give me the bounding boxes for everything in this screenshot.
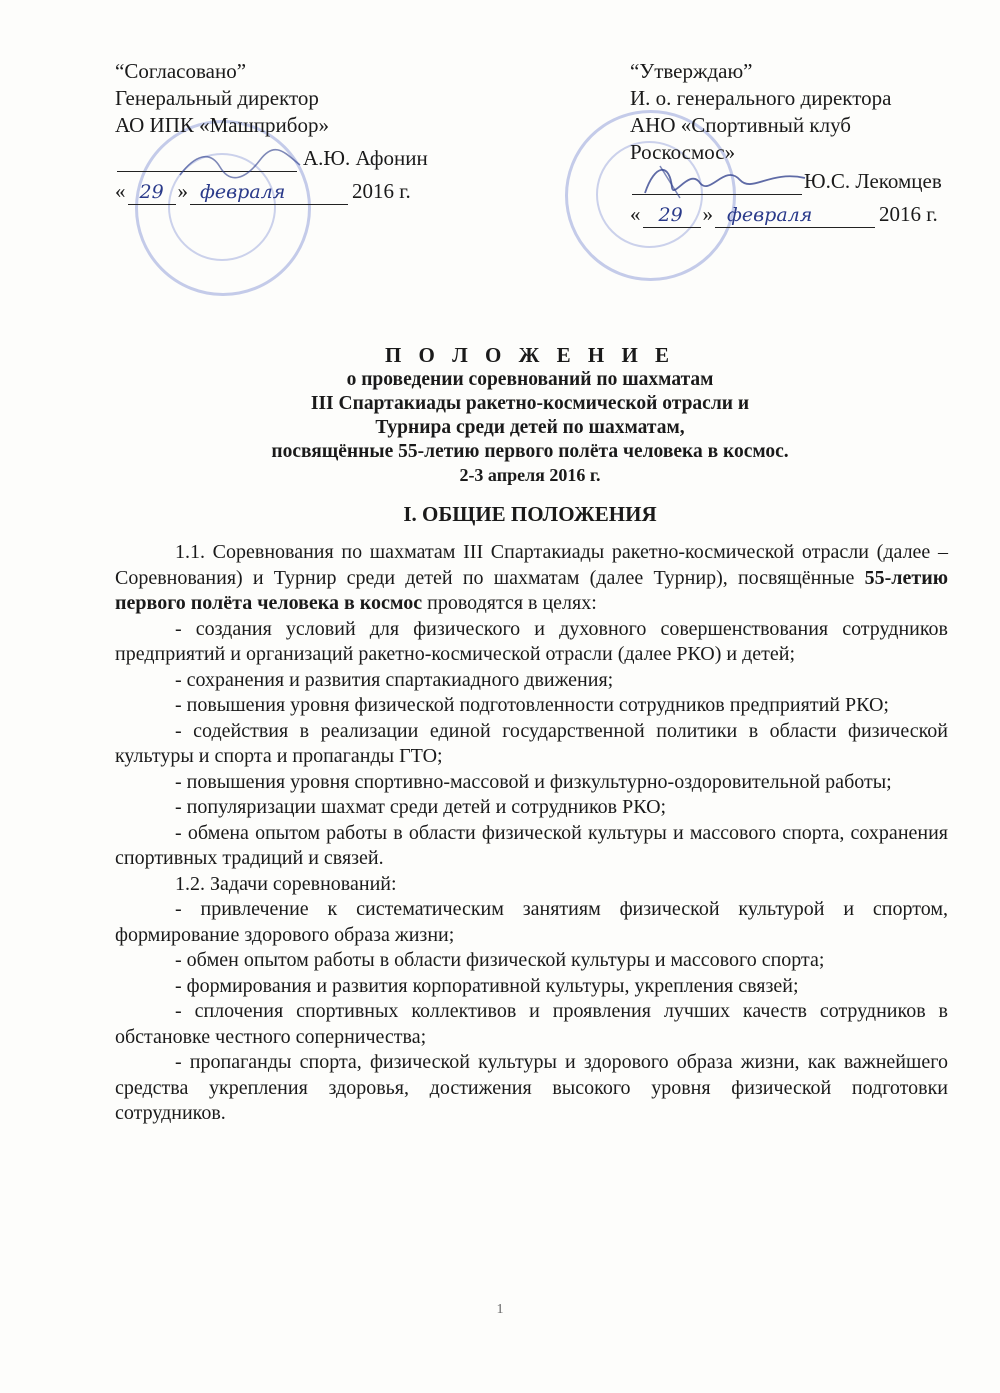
left-date-open-quote: «: [115, 179, 126, 203]
left-approval-position: Генеральный директор: [115, 86, 319, 110]
goal-item: - повышения уровня спортивно-массовой и физкультурно-оздоровительной работы;: [175, 770, 892, 793]
document-title: [100, 342, 960, 486]
left-approval-heading: “Согласовано”: [115, 59, 247, 83]
task-item: - формирования и развития корпоративной культуры, укрепления связей;: [175, 974, 799, 997]
title-line-1: о проведении соревнований по шахматам: [346, 369, 714, 390]
task-item: - пропаганды спорта, физической культуры и здорового образа жизни, как важнейшего средства укрепления здоровья, достижения высокого уровня физической подготовки сотрудников.: [115, 1051, 948, 1124]
right-date-close-quote: »: [702, 202, 713, 226]
right-date-day: 29: [658, 204, 683, 226]
left-approval-signer: А.Ю. Афонин: [303, 146, 428, 170]
right-approval-heading: “Утверждаю”: [630, 59, 753, 83]
right-approval-position: И. о. генерального директора: [630, 86, 892, 110]
title-main: П О Л О Ж Е Н И Е: [384, 343, 676, 367]
right-approval-organization-1: АНО «Спортивный клуб: [630, 113, 851, 137]
title-line-4: посвящённые 55-летию первого полёта человека в космос.: [271, 441, 789, 462]
task-item: - сплочения спортивных коллективов и проявления лучших качеств сотрудников в обстановке честного соперничества;: [115, 1000, 948, 1048]
left-date-month: февраля: [200, 181, 286, 203]
page-number: 1: [496, 1302, 504, 1317]
goal-item: - содействия в реализации единой государственной политики в области физической культуры и спорта и пропаганды ГТО;: [115, 719, 948, 767]
title-date: 2-3 апреля 2016 г.: [459, 465, 601, 485]
left-date-close-quote: »: [177, 179, 188, 203]
right-approval-signer: Ю.С. Лекомцев: [804, 169, 942, 193]
right-approval-organization-2: Роскосмос»: [630, 140, 736, 164]
left-approval-organization: АО ИПК «Машприбор»: [115, 113, 329, 137]
task-item: - привлечение к систематическим занятиям физической культурой и спортом, формирование здорового образа жизни;: [115, 898, 948, 946]
task-item: - обмен опытом работы в области физической культуры и массового спорта;: [175, 949, 825, 971]
section-body: [115, 540, 948, 1127]
goal-item: - сохранения и развития спартакиадного движения;: [175, 668, 614, 691]
section-heading: I. ОБЩИЕ ПОЛОЖЕНИЯ: [403, 502, 657, 526]
goal-item: - обмена опытом работы в области физической культуры и массового спорта, сохранения спортивных традиций и связей.: [115, 821, 948, 869]
paragraph-1-2: 1.2. Задачи соревнований:: [175, 872, 397, 895]
right-date-open-quote: «: [630, 202, 641, 226]
right-date-year: 2016 г.: [879, 202, 938, 226]
title-line-2: III Спартакиады ракетно-космической отрасли и: [310, 393, 750, 414]
right-date-month: февраля: [727, 204, 813, 226]
goal-item: - популяризации шахмат среди детей и сотрудников РКО;: [175, 796, 667, 818]
title-line-3: Турнира среди детей по шахматам,: [375, 417, 685, 438]
right-signature-icon: [640, 158, 810, 203]
goal-item: - повышения уровня физической подготовленности сотрудников предприятий РКО;: [175, 694, 889, 716]
left-signature-icon: [175, 145, 305, 185]
paragraph-1-1: 1.1. Соревнования по шахматам III Спартакиады ракетно-космической отрасли (далее – Соревнования) и Турнир среди детей по шахматам (далее Турнир), посвящённые 55-летию первого полёта человека в космос проводятся в целях:: [115, 541, 948, 614]
left-date-year: 2016 г.: [352, 179, 411, 203]
left-date-day: 29: [139, 181, 164, 203]
goal-item: - создания условий для физического и духовного совершенствования сотрудников предприятий и организаций ракетно-космической отрасли (далее РКО) и детей;: [115, 617, 948, 665]
